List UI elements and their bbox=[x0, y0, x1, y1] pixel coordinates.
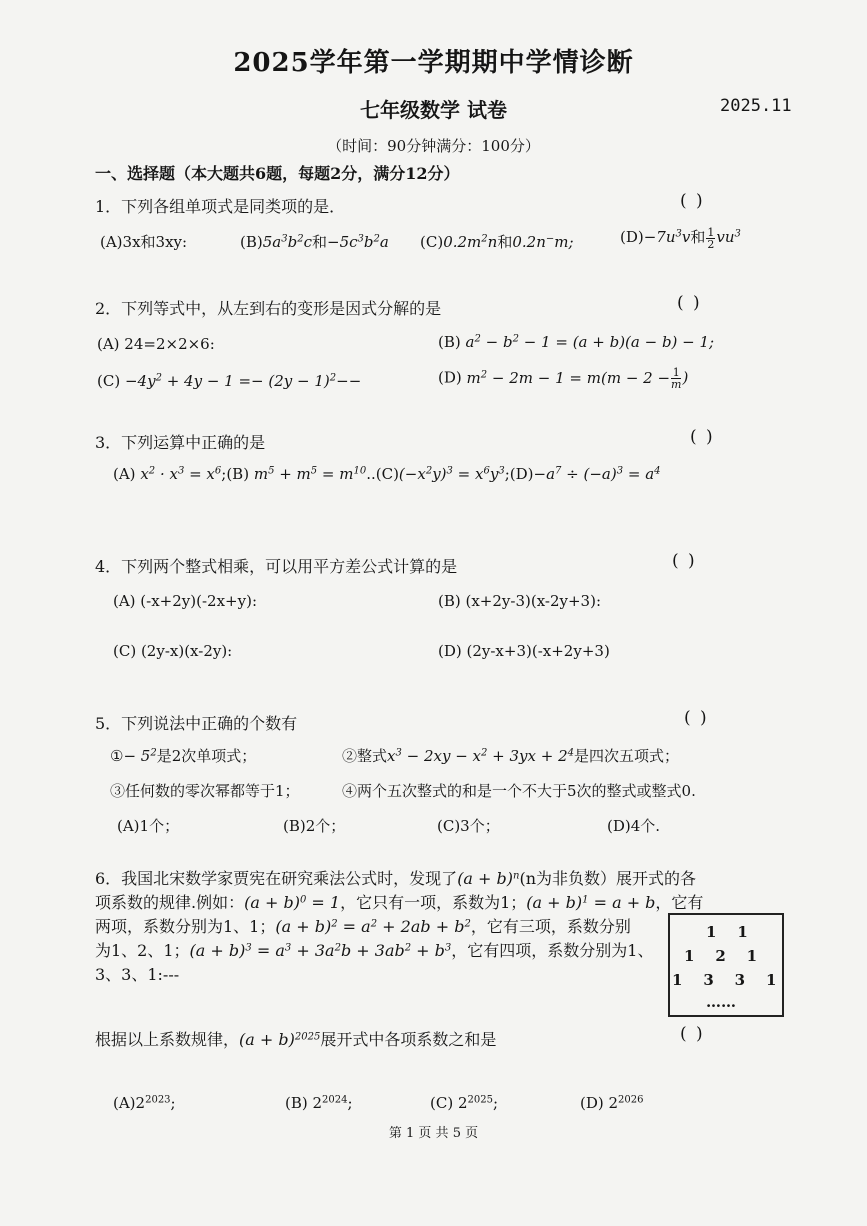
q6-line-1: 6．我国北宋数学家贾宪在研究乘法公式时，发现了$(a + b)^n(n$为非负数）展开式的各 bbox=[95, 869, 697, 888]
q5-option-d: (D)4个. bbox=[607, 817, 661, 835]
q6-line-2: 项系数的规律.例如：$(a + b)^0 = 1$，它只有一项，系数为1；$(a + b)^1 = a + b$，它有 bbox=[95, 893, 704, 912]
triangle-row-1: 1 1 bbox=[706, 923, 748, 941]
q1-answer-paren: ( ) bbox=[680, 191, 705, 211]
exam-subtitle: 七年级数学 试卷 bbox=[360, 98, 507, 122]
q6-line-5: 3、3、1:--- bbox=[95, 965, 180, 984]
q1-option-c: $(C)0.2m^2n$和0.2n−m; bbox=[420, 233, 574, 251]
q3-options bbox=[113, 465, 661, 483]
q5-stem: 5．下列说法中正确的个数有 bbox=[95, 714, 298, 733]
q5-option-b: (B)2个； bbox=[283, 817, 346, 835]
q4-stem: 4．下列两个整式相乘，可以用平方差公式计算的是 bbox=[95, 557, 458, 576]
q1-option-a: (A)3x和3xy: bbox=[100, 233, 188, 251]
q4-option-c: (C) (2y-x)(x-2y): bbox=[113, 642, 233, 660]
q2-option-b: (B) $a^2 - b^2 - 1 = (a + b)(a - b) - 1$; bbox=[438, 333, 715, 351]
q2-stem: 2．下列等式中，从左到右的变形是因式分解的是 bbox=[95, 299, 442, 318]
exam-title: 2025学年第一学期期中学情诊断 bbox=[233, 48, 634, 78]
q5-answer-paren: ( ) bbox=[684, 708, 709, 728]
section-heading: 一、选择题（本大题共6题，每题2分，满分12分） bbox=[95, 164, 460, 183]
q1-option-b: $(B)5a^3b^2c$和$-5c^3b^2a$ bbox=[240, 233, 389, 251]
q6-option-d: (D) $2^{2026}$ bbox=[580, 1094, 644, 1112]
q6-option-a: $(A)2^{2023}$; bbox=[113, 1094, 176, 1112]
q5-statement-2: ②整式$x^3 - 2xy - x^2 + 3yx + 2^4$是四次五项式； bbox=[342, 747, 680, 765]
q3-option-c: $..(C)(-x^2y)^3 = x^6y^3$ bbox=[366, 465, 505, 483]
q3-option-b: ;(B) $m^5 + m^5 = m^{10}$ bbox=[221, 465, 367, 483]
q5-option-a: (A)1个； bbox=[117, 817, 180, 835]
q3-answer-paren: ( ) bbox=[690, 427, 715, 447]
q3-option-a: (A) $x^2 \cdot x^3 = x^6$ bbox=[113, 465, 222, 483]
q2-answer-paren: ( ) bbox=[677, 293, 702, 313]
q6-line-4: 为1、2、1；$(a + b)^3 = a^3 + 3a^2b + 3ab^2 + b^3$，它有四项，系数分别为1、 bbox=[95, 941, 654, 960]
q5-statement-3: ③任何数的零次幂都等于1； bbox=[110, 782, 300, 800]
q6-question: 根据以上系数规律，$(a + b)^{2025}$展开式中各项系数之和是 bbox=[95, 1030, 497, 1049]
triangle-row-2: 1 2 1 bbox=[684, 947, 758, 965]
triangle-row-4: …… bbox=[706, 993, 736, 1011]
pascal-triangle-box bbox=[668, 913, 784, 1017]
q4-option-b: (B) (x+2y-3)(x-2y+3): bbox=[438, 592, 602, 610]
q4-option-a: (A) (-x+2y)(-2x+y): bbox=[113, 592, 257, 610]
q6-answer-paren: ( ) bbox=[680, 1024, 705, 1044]
exam-date: 2025.11 bbox=[720, 96, 792, 116]
q3-stem: 3．下列运算中正确的是 bbox=[95, 433, 266, 452]
triangle-row-3: 1 3 3 1 bbox=[672, 971, 777, 989]
q6-option-b: (B) $2^{2024}$; bbox=[285, 1094, 353, 1112]
q2-option-a: (A) 24=2×2×6: bbox=[97, 335, 215, 353]
q4-option-d: (D) (2y-x+3)(-x+2y+3) bbox=[438, 642, 610, 660]
time-info: （时间：90分钟满分：100分） bbox=[327, 137, 540, 155]
q3-option-d: $;(D)-a^7 \div (-a)^3 = a^4$ bbox=[504, 465, 661, 483]
q1-stem: 1．下列各组单项式是同类项的是． bbox=[95, 197, 346, 216]
q6-option-c: (C) $2^{2025}$; bbox=[430, 1094, 499, 1112]
q1-option-d: $(D)-7u^3v$和 $\frac{1}{2}$ $vu^3$ bbox=[620, 225, 741, 251]
page-footer: 第 1 页 共 5 页 bbox=[388, 1126, 479, 1141]
q5-option-c: (C)3个； bbox=[437, 817, 500, 835]
q2-option-c: $(C) -4y^2 + 4y - 1 =- (2y - 1)^2--$ bbox=[97, 372, 362, 390]
q5-statement-1: ①− $5^2$是2次单项式； bbox=[110, 747, 257, 765]
q5-statement-4: ④两个五次整式的和是一个不大于5次的整式或整式0. bbox=[342, 782, 696, 800]
q4-answer-paren: ( ) bbox=[672, 551, 697, 571]
q6-line-3: 两项，系数分别为1、1；$(a + b)^2 = a^2 + 2ab + b^2$，它有三项，系数分别 bbox=[95, 917, 631, 936]
q2-option-d: (D) $m^2 - 2m - 1 = m(m - 2$ − $\frac{1}{m}$ ) bbox=[438, 366, 689, 391]
